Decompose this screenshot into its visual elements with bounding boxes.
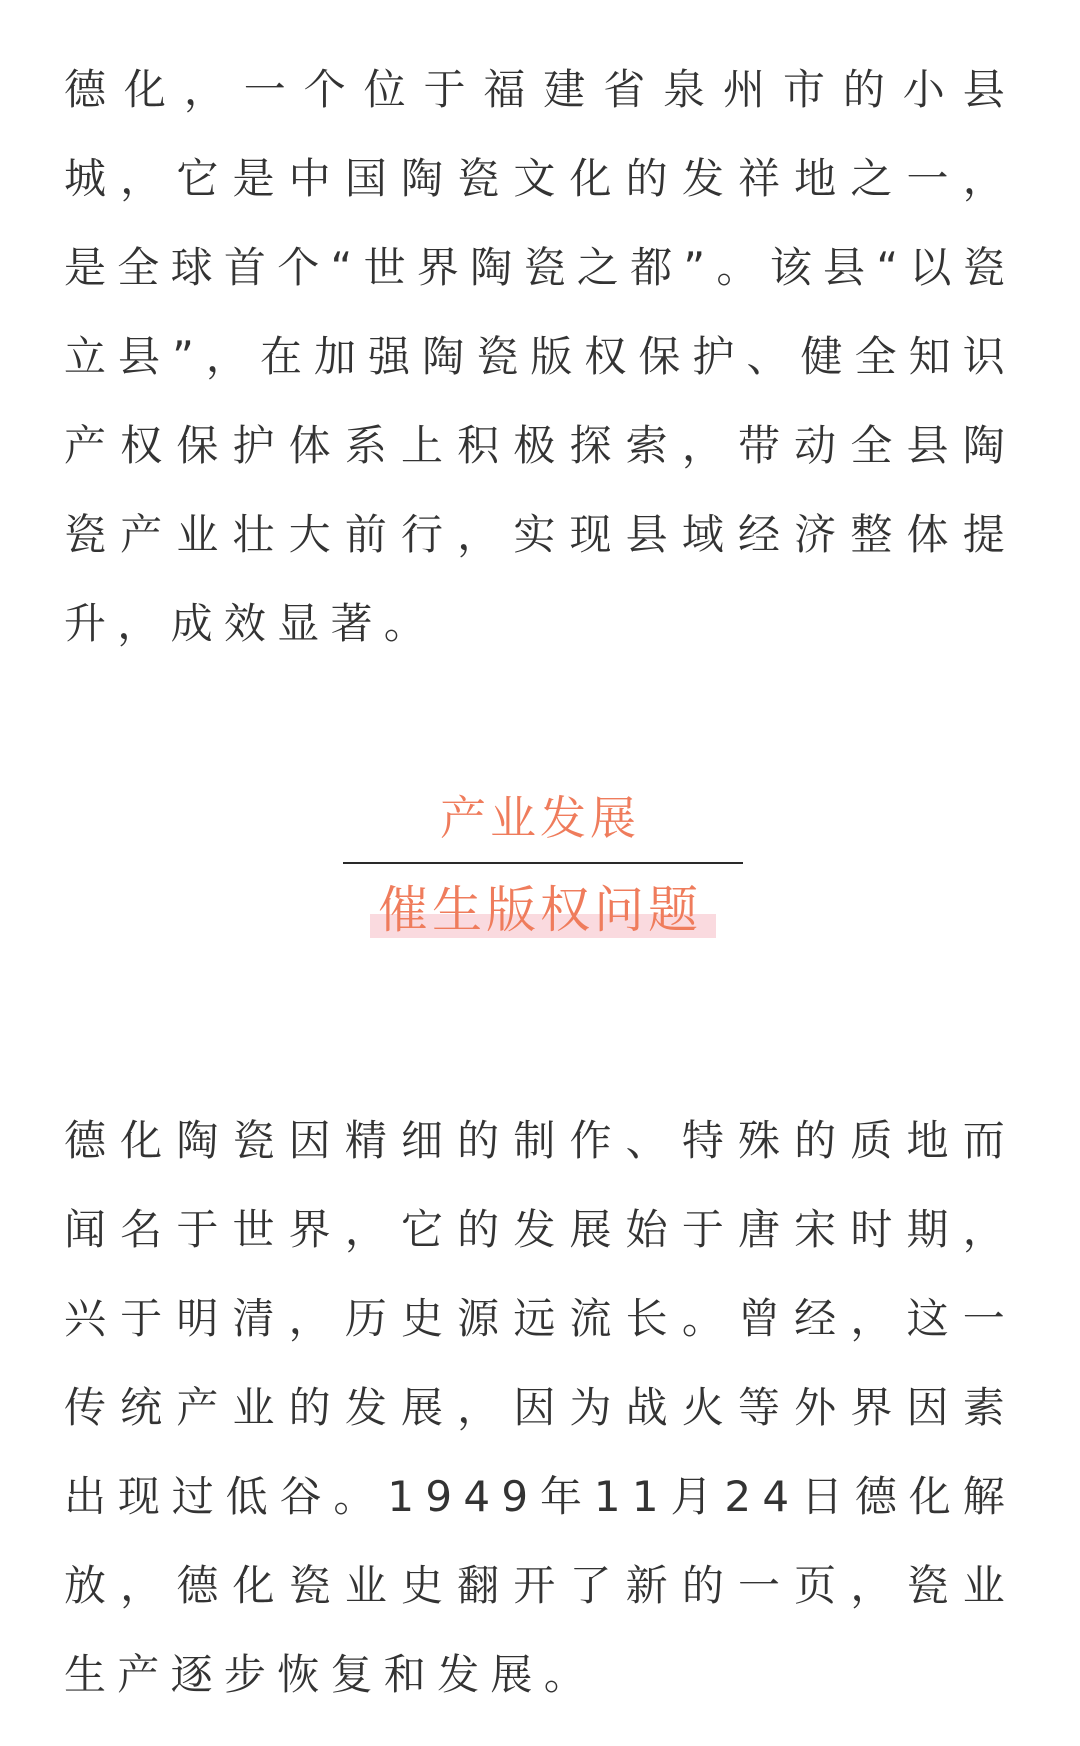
section-heading-line-2: 催生版权问题	[378, 881, 702, 939]
history-paragraph: 德化陶瓷因精细的制作、特殊的质地而闻名于世界，它的发展始于唐宋时期，兴于明清，历史源远流长。曾经，这一传统产业的发展，因为战火等外界因素出现过低谷。1949年11月24日德化解放，德化瓷业史翻开了新的一页，瓷业生产逐步恢复和发展。	[64, 1116, 1016, 1699]
section-heading-line-1: 产业发展	[440, 791, 640, 845]
section-heading-divider	[343, 862, 743, 864]
intro-paragraph: 德化，一个位于福建省泉州市的小县城，它是中国陶瓷文化的发祥地之一，是全球首个“世界陶瓷之都”。该县“以瓷立县”，在加强陶瓷版权保护、健全知识产权保护体系上积极探索，带动全县陶瓷产业壮大前行，实现县域经济整体提升，成效显著。	[64, 65, 1016, 648]
section-heading	[340, 778, 740, 948]
